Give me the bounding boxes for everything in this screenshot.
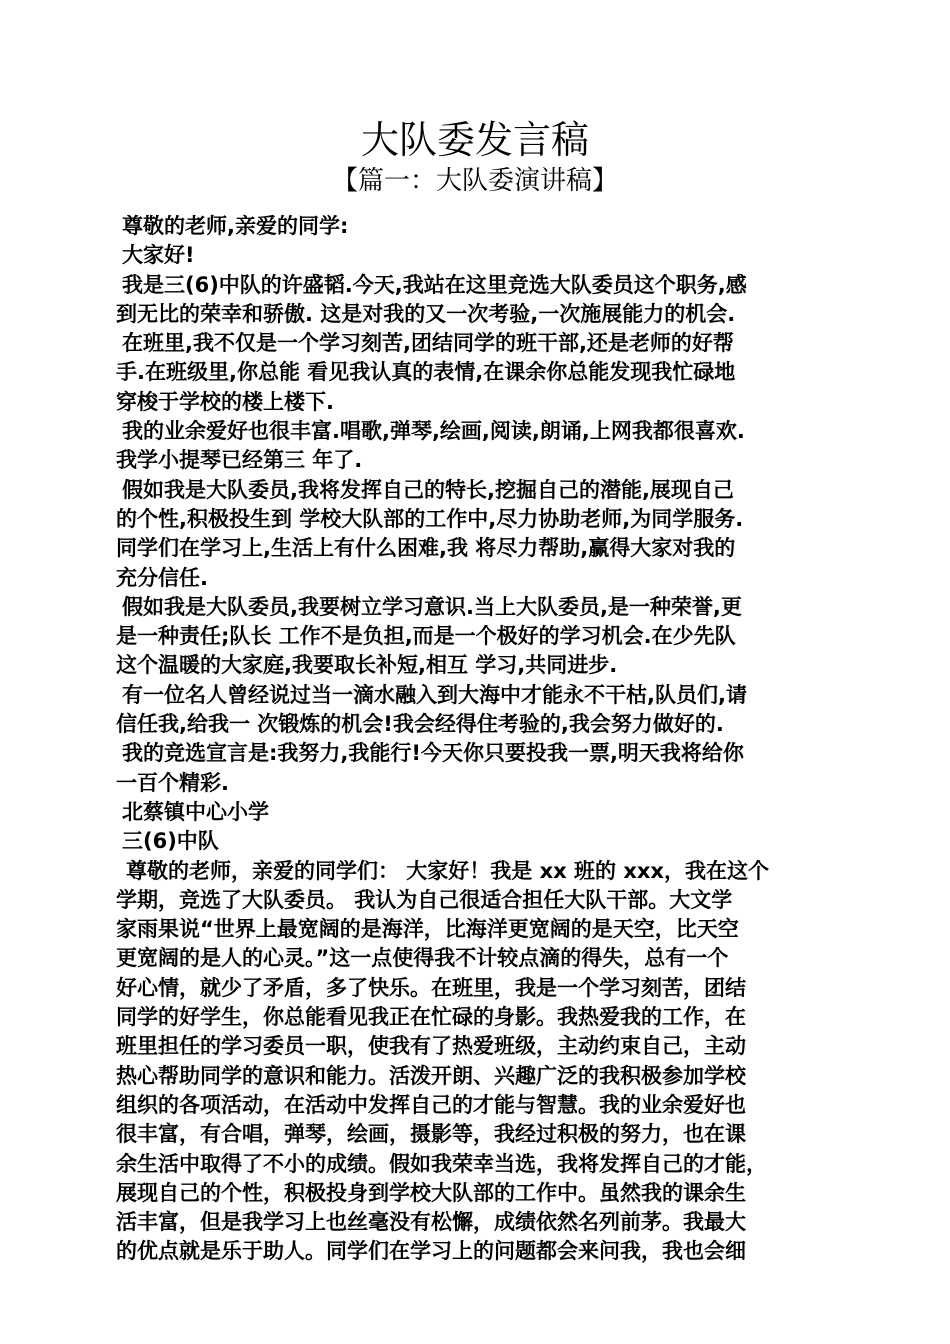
text-line: 这个温暖的大家庭,我要取长补短,相互 学习,共同进步. <box>116 653 618 678</box>
document-body <box>116 212 840 1267</box>
text-line: 好心情，就少了矛盾，多了快乐。在班里，我是一个学习刻苦，团结 <box>116 975 746 1000</box>
text-line: 同学的好学生，你总能看见我正在忙碌的身影。我热爱我的工作，在 <box>116 1005 746 1030</box>
text-line: 同学们在学习上,生活上有什么困难,我 将尽力帮助,赢得大家对我的 <box>116 536 736 561</box>
text-line: 一百个精彩. <box>116 770 229 795</box>
text-line: 热心帮助同学的意识和能力。活泼开朗、兴趣广泛的我积极参加学校 <box>116 1063 746 1088</box>
text-line: 穿梭于学校的楼上楼下. <box>116 389 334 414</box>
text-line: 我是三(6)中队的许盛韬.今天,我站在这里竞选大队委员这个职务,感 <box>122 272 747 297</box>
text-line: 活丰富，但是我学习上也丝毫没有松懈，成绩依然名列前茅。我最大 <box>116 1210 746 1235</box>
text-line: 我的业余爱好也很丰富.唱歌,弹琴,绘画,阅读,朗诵,上网我都很喜欢. <box>122 419 745 444</box>
text-line: 的个性,积极投生到 学校大队部的工作中,尽力协助老师,为同学服务. <box>116 506 744 531</box>
text-line: 尊敬的老师,亲爱的同学: <box>122 214 349 238</box>
text-line: 假如我是大队委员,我将发挥自己的特长,挖掘自己的潜能,展现自己 <box>122 477 734 502</box>
text-line: 有一位名人曾经说过当一滴水融入到大海中才能永不干枯,队员们,请 <box>122 682 747 707</box>
text-line: 更宽阔的是人的心灵。”这一点使得我不计较点滴的得失，总有一个 <box>116 946 729 971</box>
document-subtitle: 【篇一：大队委演讲稿】 <box>331 166 618 196</box>
text-line: 很丰富，有合唱，弹琴，绘画，摄影等，我经过积极的努力，也在课 <box>116 1122 746 1147</box>
text-line: 尊敬的老师，亲爱的同学们： 大家好！我是 xx 班的 xxx，我在这个 <box>126 858 769 883</box>
text-line: 北蔡镇中心小学 <box>122 799 269 824</box>
text-line: 班里担任的学习委员一职，使我有了热爱班级，主动约束自己，主动 <box>116 1034 746 1059</box>
text-line: 学期，竞选了大队委员。 我认为自己很适合担任大队干部。大文学 <box>116 887 733 912</box>
text-line: 余生活中取得了不小的成绩。假如我荣幸当选，我将发挥自己的才能， <box>116 1151 767 1176</box>
text-line: 充分信任. <box>116 565 208 590</box>
text-line: 信任我,给我一 次锻炼的机会!我会经得住考验的,我会努力做好的. <box>116 712 724 737</box>
text-line: 我学小提琴已经第三 年了. <box>116 448 363 473</box>
text-line: 假如我是大队委员,我要树立学习意识.当上大队委员,是一种荣誉,更 <box>122 594 742 619</box>
text-line: 大家好! <box>122 243 195 268</box>
text-line: 我的竞选宣言是:我努力,我能行!今天你只要投我一票,明天我将给你 <box>122 741 744 766</box>
text-line: 到无比的荣幸和骄傲. 这是对我的又一次考验,一次施展能力的机会. <box>116 301 736 326</box>
text-line: 组织的各项活动，在活动中发挥自己的才能与智慧。我的业余爱好也 <box>116 1092 746 1117</box>
text-line: 是一种责任;队长 工作不是负担,而是一个极好的学习机会.在少先队 <box>116 624 736 649</box>
document-title: 大队委发言稿 <box>360 118 589 162</box>
text-line: 三(6)中队 <box>122 829 219 854</box>
text-line: 的优点就是乐于助人。同学们在学习上的问题都会来问我，我也会细 <box>116 1239 746 1264</box>
text-line: 手.在班级里,你总能 看见我认真的表情,在课余你总能发现我忙碌地 <box>116 360 736 385</box>
text-line: 家雨果说“世界上最宽阔的是海洋，比海洋更宽阔的是天空，比天空 <box>116 917 739 942</box>
text-line: 展现自己的个性，积极投身到学校大队部的工作中。虽然我的课余生 <box>116 1180 746 1205</box>
text-line: 在班里,我不仅是一个学习刻苦,团结同学的班干部,还是老师的好帮 <box>122 331 734 356</box>
